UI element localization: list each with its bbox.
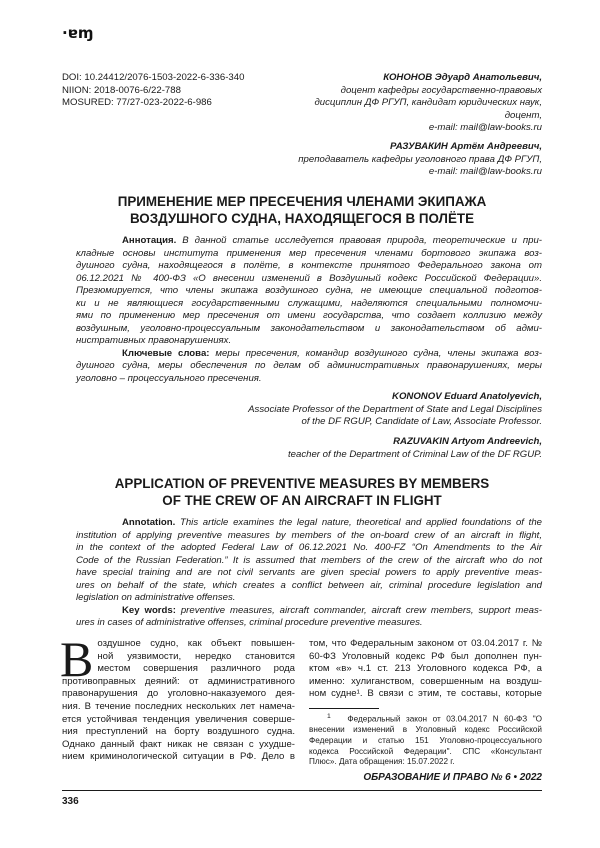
mosured: MOSURED: 77/27-023-2022-6-986 (62, 97, 212, 108)
abstract-text: This article examines the legal nature, theoretical and applied foundations of the (175, 517, 542, 528)
title-line: ПРИМЕНЕНИЕ МЕР ПРЕСЕЧЕНИЯ ЧЛЕНАМИ ЭКИПАЖА (117, 194, 487, 209)
author-affiliation: доцент кафедры государственно-правовых (340, 84, 542, 96)
body-column-left (60, 631, 295, 764)
title-line: APPLICATION OF PREVENTIVE MEASURES BY MEMBERS (114, 476, 490, 491)
keywords-text: меры пресечения, командир воздушного судна, члены экипажа воз- (209, 347, 542, 359)
author-ru-2 (298, 141, 542, 179)
title-en (62, 475, 542, 509)
author-name: КОНОНОВ Эдуард Анатольевич, (383, 72, 542, 83)
abstract-text: Презюмируется, что члены экипажа воздушного судна, не имеющие специальной подготов- (76, 285, 542, 296)
abstract-text: В данной статье исследуется правовая природа, теоретические и при- (176, 235, 542, 246)
abstract-text: Code of the Russian Federation.” It is assumed that members of the crew of the aircraft who do not (76, 554, 542, 566)
body-line: ктом «в» ч.1 ст. 213 Уголовного кодекса РФ, а (309, 663, 542, 675)
abstract-ru (76, 235, 542, 385)
niion: NIION: 2018-0076-6/22-788 (62, 84, 181, 96)
body-line: правонарушения до уголовно-наказуемого дея- (62, 688, 295, 700)
footnote-rule (309, 708, 379, 709)
abstract-text: нистративных правонарушениях. (76, 335, 232, 346)
keywords-label: Ключевые слова: (122, 347, 210, 359)
body-line: ется устойчивая тенденция увеличения соверше- (62, 713, 295, 725)
journal-footer: ОБРАЗОВАНИЕ И ПРАВО № 6 • 2022 (363, 772, 542, 783)
author-affiliation: преподаватель кафедры уголовного права ДФ РГУП, (298, 153, 542, 165)
keywords-label: Key words: (122, 604, 176, 616)
abstract-text: 06.12.2021 № 400-ФЗ «О внесении изменений в Воздушный кодекс Российской Федерации». (76, 272, 542, 284)
article-identifiers (62, 72, 244, 110)
footnote-text: Федерации и статью 151 Уголовно-процессуального (309, 735, 542, 745)
author-email: e-mail: mail@law-books.ru (428, 166, 542, 177)
footnote-text: Федеральный закон от 03.04.2017 N 60-ФЗ "О (347, 714, 542, 724)
footnote-number: 1 (327, 713, 331, 720)
drop-cap: В (60, 631, 94, 687)
abstract-label: Annotation. (122, 517, 176, 528)
abstract-en (76, 517, 542, 630)
body-column-right (309, 638, 542, 701)
title-line: OF THE CREW OF AN AIRCRAFT IN FLIGHT (162, 493, 442, 508)
body-line: противоправных деяний: от административного (62, 675, 295, 687)
body-line: ния. В течение последних нескольких лет намеча- (62, 700, 295, 712)
footnote-text: кодекса Российской Федерации". СПС «Консультант (309, 746, 542, 756)
abstract-text: legislation on administrative offenses. (76, 592, 236, 603)
title-line: ВОЗДУШНОГО СУДНА, НАХОДЯЩЕГОСЯ В ПОЛЁТЕ (129, 211, 475, 226)
author-affiliation: of the DF RGUP, Candidate of Law, Associate Professor. (301, 416, 542, 427)
body-line: Однако данный факт никак не связан с ухудше- (62, 738, 295, 750)
body-line: местом совершения различного рода (97, 663, 295, 675)
body-line: именно: хулиганством, совершенным на воздуш- (309, 675, 542, 687)
keywords-text: уголовно – процессуального пресечения. (76, 372, 262, 384)
body-line: ния преступлений на борту воздушного судна. (62, 726, 295, 738)
author-affiliation: Associate Professor of the Department of State and Legal Disciplines (248, 403, 542, 415)
author-affiliation: teacher of the Department of Criminal Law of the DF RGUP. (288, 448, 542, 460)
footnote-text: Плюс». Дата обращения: 15.07.2022 г. (309, 757, 455, 767)
footnote-text: внесении изменений в Уголовный кодекс Российской (309, 725, 542, 735)
author-name: RAZUVAKIN Artyom Andreevich, (393, 436, 542, 447)
keywords-text: душного судна, меры обеспечения по делам об административных правонарушениях, меры (76, 360, 542, 371)
body-line: ной уязвимости, нередко становится (97, 650, 295, 662)
abstract-text: ки и не являющиеся государственными служащими, наделяются специальными полномочи- (76, 297, 542, 309)
author-affiliation: дисциплин ДФ РГУП, кандидат юридических наук, (314, 97, 542, 108)
abstract-text: have special training and are not civil servants are given special powers to apply preventive meas- (76, 567, 542, 578)
author-en-1 (248, 391, 542, 429)
author-name: РАЗУВАКИН Артём Андреевич, (389, 141, 542, 152)
body-line: том, что Федеральным законом от 03.04.2017 г. № (309, 638, 542, 649)
author-en-2 (288, 436, 542, 461)
author-ru-1 (314, 72, 542, 135)
body-line: нием криминологической ситуации в РФ. Дело в (62, 751, 295, 763)
keywords-text: ures in cases of administrative offenses, criminal procedure preventive measures. (76, 617, 423, 628)
title-ru (62, 193, 542, 227)
author-affiliation: доцент, (504, 109, 542, 121)
footer-rule (62, 790, 542, 791)
abstract-text: ями по применению мер пресечения от имени государства, что создает коллизию между (76, 310, 542, 321)
author-email: e-mail: mail@law-books.ru (428, 122, 542, 133)
abstract-text: in the context of the adopted Federal Law of 06.12.2021 No. 400-FZ “On Amendments to the Air (76, 542, 542, 553)
abstract-text: institution of applying preventive measures by members of the on-board crew of an aircraft in flight, (76, 529, 542, 541)
footnote (309, 712, 542, 768)
doi: DOI: 10.24412/2076-1503-2022-6-336-340 (62, 72, 245, 83)
body-line: 60-ФЗ Уголовный кодекс РФ был дополнен пун- (309, 650, 542, 662)
abstract-text: кладные основы института применения мер пресечения членами бортового экипажа воз- (76, 247, 542, 259)
body-line: ном судне¹. В связи с этим, те составы, которые (309, 688, 542, 700)
author-name: KONONOV Eduard Anatolyevich, (392, 391, 542, 402)
journal-logo: ·ɐɱ (62, 24, 94, 42)
body-line: оздушное судно, как объект повышен- (97, 638, 295, 649)
page-number: 336 (62, 796, 79, 807)
abstract-text: душного судна, находящегося в полёте, в контексте принятого Федерального закона от (76, 260, 542, 271)
abstract-text: ures on behalf of the state, which creates a conflict between air, criminal procedure legislation and (76, 579, 542, 591)
abstract-text: воздушным, уголовно-процессуальным законодательством и законодательством об адми- (76, 322, 542, 334)
keywords-text: preventive measures, aircraft commander, aircraft crew members, support meas- (175, 604, 542, 616)
abstract-label: Аннотация. (122, 235, 177, 246)
